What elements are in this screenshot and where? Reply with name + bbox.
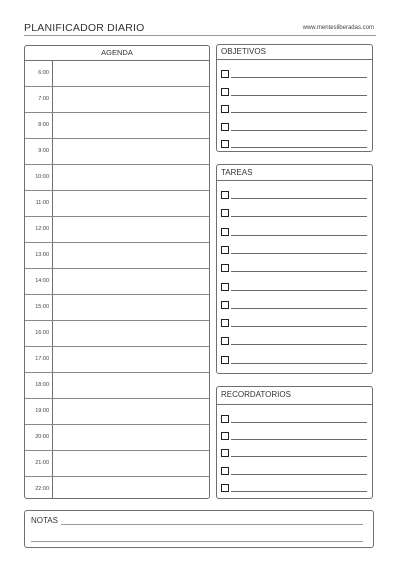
checkbox[interactable] [221, 123, 229, 131]
header-divider [24, 35, 376, 36]
write-line[interactable] [231, 130, 367, 131]
agenda-title: AGENDA [25, 46, 209, 61]
slot-time-label: 16:00 [35, 330, 49, 336]
tareas-item [217, 335, 372, 347]
slot-time-label: 22:00 [35, 486, 49, 492]
write-line[interactable] [231, 147, 367, 148]
slot-time-label: 21:00 [35, 460, 49, 466]
tareas-item [217, 281, 372, 293]
objetivos-item [217, 103, 372, 115]
checkbox[interactable] [221, 283, 229, 291]
write-line[interactable] [231, 253, 367, 254]
objetivos-item [217, 138, 372, 150]
notas-line[interactable] [31, 541, 363, 542]
checkbox[interactable] [221, 209, 229, 217]
write-line[interactable] [231, 326, 367, 327]
tareas-item [217, 317, 372, 329]
slot-time-label: 19:00 [35, 408, 49, 414]
recordatorios-item [217, 413, 372, 425]
checkbox[interactable] [221, 449, 229, 457]
tareas-item [217, 226, 372, 238]
write-line[interactable] [231, 344, 367, 345]
recordatorios-header-divider [217, 404, 372, 405]
checkbox[interactable] [221, 70, 229, 78]
agenda-slot[interactable] [25, 190, 209, 217]
agenda-slot[interactable] [25, 112, 209, 139]
slot-time-label: 15:00 [35, 304, 49, 310]
checkbox[interactable] [221, 467, 229, 475]
objetivos-item [217, 121, 372, 133]
notas-panel [24, 510, 374, 548]
checkbox[interactable] [221, 301, 229, 309]
slot-time-label: 14:00 [35, 278, 49, 284]
write-line[interactable] [231, 235, 367, 236]
agenda-slot[interactable] [25, 424, 209, 451]
checkbox[interactable] [221, 228, 229, 236]
checkbox[interactable] [221, 484, 229, 492]
checkbox[interactable] [221, 191, 229, 199]
write-line[interactable] [231, 271, 367, 272]
recordatorios-title: RECORDATORIOS [221, 390, 291, 399]
slot-time-label: 7:00 [38, 96, 49, 102]
write-line[interactable] [231, 77, 367, 78]
write-line[interactable] [231, 439, 367, 440]
page-title: PLANIFICADOR DIARIO [24, 22, 145, 34]
agenda-slot[interactable] [25, 476, 209, 502]
recordatorios-item [217, 447, 372, 459]
objetivos-panel [216, 44, 373, 152]
tareas-header-divider [217, 180, 372, 181]
slot-time-label: 20:00 [35, 434, 49, 440]
slot-time-label: 8:00 [38, 122, 49, 128]
objetivos-header-divider [217, 59, 372, 60]
agenda-slot[interactable] [25, 242, 209, 269]
checkbox[interactable] [221, 415, 229, 423]
write-line[interactable] [231, 474, 367, 475]
agenda-slot[interactable] [25, 294, 209, 321]
slot-time-label: 11:00 [35, 200, 49, 206]
write-line[interactable] [231, 422, 367, 423]
recordatorios-item [217, 465, 372, 477]
objetivos-title: OBJETIVOS [221, 47, 266, 56]
slot-time-label: 9:00 [38, 148, 49, 154]
checkbox[interactable] [221, 105, 229, 113]
recordatorios-item [217, 430, 372, 442]
agenda-slot[interactable] [25, 216, 209, 243]
write-line[interactable] [231, 456, 367, 457]
slot-time-label: 10:00 [35, 174, 49, 180]
objetivos-item [217, 68, 372, 80]
agenda-panel [24, 45, 210, 499]
agenda-slot[interactable] [25, 60, 209, 87]
notas-line[interactable] [61, 524, 363, 525]
checkbox[interactable] [221, 337, 229, 345]
write-line[interactable] [231, 290, 367, 291]
agenda-slot[interactable] [25, 372, 209, 399]
slot-time-label: 18:00 [35, 382, 49, 388]
write-line[interactable] [231, 363, 367, 364]
tareas-item [217, 299, 372, 311]
write-line[interactable] [231, 308, 367, 309]
write-line[interactable] [231, 216, 367, 217]
objetivos-item [217, 86, 372, 98]
agenda-slot[interactable] [25, 398, 209, 425]
write-line[interactable] [231, 95, 367, 96]
slot-time-label: 12:00 [35, 226, 49, 232]
agenda-slot[interactable] [25, 320, 209, 347]
checkbox[interactable] [221, 88, 229, 96]
slot-time-label: 13:00 [35, 252, 49, 258]
tareas-item [217, 207, 372, 219]
site-url: www.mentesliberadas.com [302, 25, 374, 31]
write-line[interactable] [231, 198, 367, 199]
checkbox[interactable] [221, 246, 229, 254]
checkbox[interactable] [221, 140, 229, 148]
recordatorios-panel [216, 386, 373, 499]
recordatorios-item [217, 482, 372, 494]
slot-time-label: 6:00 [38, 70, 49, 76]
write-line[interactable] [231, 491, 367, 492]
tareas-item [217, 189, 372, 201]
write-line[interactable] [231, 112, 367, 113]
agenda-slot[interactable] [25, 268, 209, 295]
agenda-slot[interactable] [25, 450, 209, 477]
agenda-slot[interactable] [25, 138, 209, 165]
notas-label: NOTAS [31, 516, 58, 525]
agenda-slot[interactable] [25, 164, 209, 191]
tareas-item [217, 354, 372, 366]
slot-time-label: 17:00 [35, 356, 49, 362]
tareas-panel [216, 164, 373, 374]
checkbox[interactable] [221, 319, 229, 327]
tareas-item [217, 262, 372, 274]
checkbox[interactable] [221, 356, 229, 364]
tareas-item [217, 244, 372, 256]
agenda-slot[interactable] [25, 346, 209, 373]
agenda-slot[interactable] [25, 86, 209, 113]
checkbox[interactable] [221, 264, 229, 272]
checkbox[interactable] [221, 432, 229, 440]
tareas-title: TAREAS [221, 168, 253, 177]
